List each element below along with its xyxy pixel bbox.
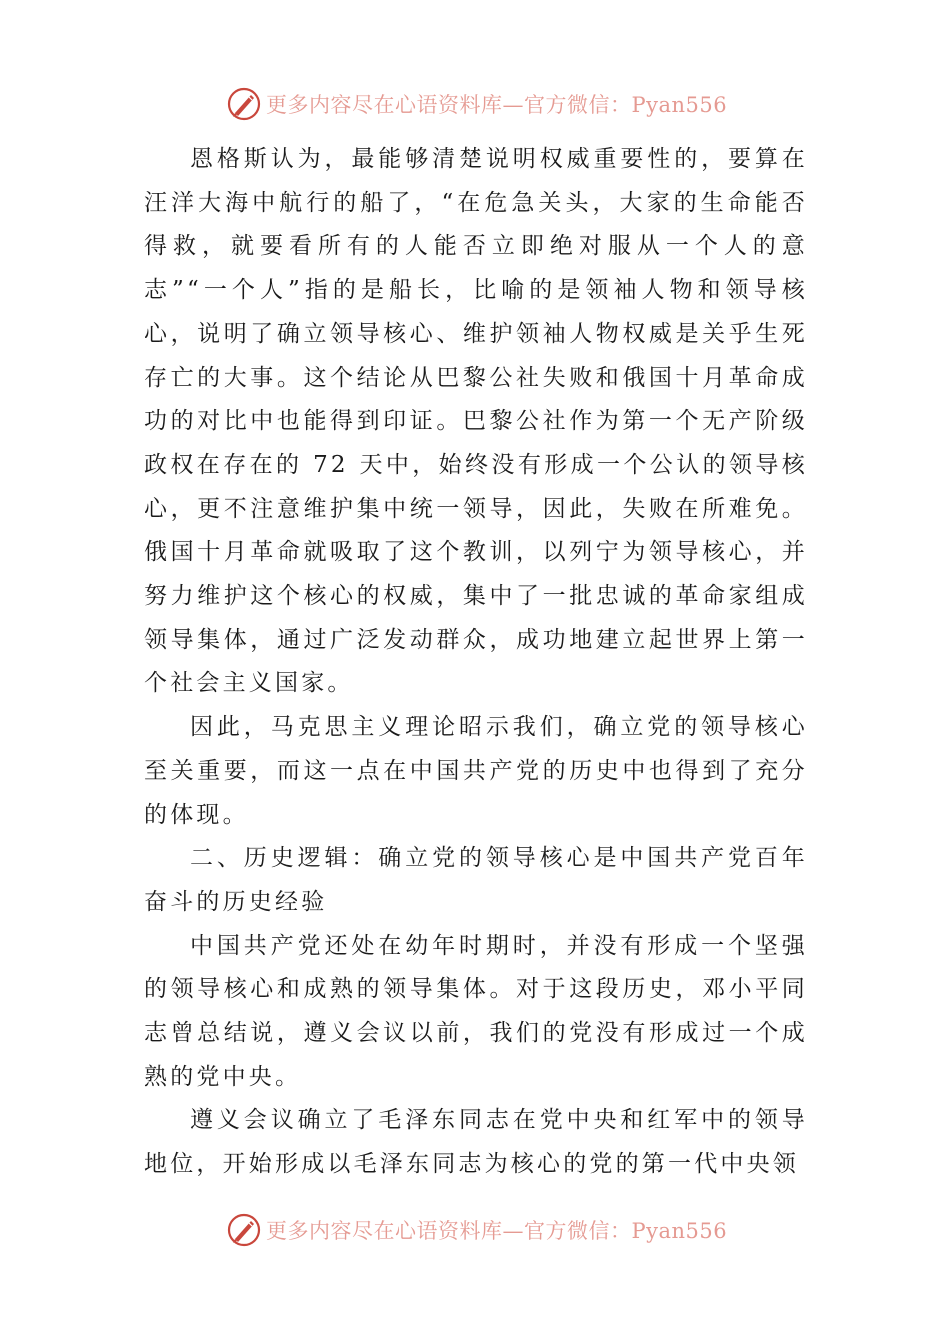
header-watermark-banner [226,84,727,124]
footer-watermark-banner [226,1210,727,1250]
watermark-text: 更多内容尽在心语资料库—官方微信：Pyan556 [266,93,728,117]
pen-logo-icon [226,86,262,122]
paragraph-marxist-theory: 因此，马克思主义理论昭示我们，确立党的领导核心至关重要，而这一点在中国共产党的历史中也得到了充分的体现。 [144,714,808,828]
pen-logo-icon [226,1212,262,1248]
paragraph-early-party: 中国共产党还处在幼年时期时，并没有形成一个坚强的领导核心和成熟的领导集体。对于这段历史，邓小平同志曾总结说，遵义会议以前，我们的党没有形成过一个成熟的党中央。 [144,932,808,1090]
document-body [144,138,808,1187]
section-heading-historical-logic: 二、历史逻辑：确立党的领导核心是中国共产党百年奋斗的历史经验 [144,845,808,915]
watermark-text: 更多内容尽在心语资料库—官方微信：Pyan556 [266,1219,728,1243]
paragraph-engels-authority: 恩格斯认为，最能够清楚说明权威重要性的，要算在汪洋大海中航行的船了，“在危急关头，大家的生命能否得救，就要看所有的人能否立即绝对服从一个人的意志”“一个人”指的是船长，比喻的是领袖人物和领导核心，说明了确立领导核心、维护领袖人物权威是关乎生死存亡的大事。这个结论从巴黎公社失败和俄国十月革命成功的对比中也能得到印证。巴黎公社作为第一个无产阶级政权在存在的 72 天中，始终没有形成一个公认的领导核心，更不注意维护集中统一领导，因此，失败在所难免。俄国十月革命就吸取了这个教训，以列宁为领导核心，并努力维护这个核心的权威，集中了一批忠诚的革命家组成领导集体，通过广泛发动群众，成功地建立起世界上第一个社会主义国家。 [144,146,808,697]
paragraph-zunyi-conference: 遵义会议确立了毛泽东同志在党中央和红军中的领导地位，开始形成以毛泽东同志为核心的党的第一代中央领 [144,1107,808,1178]
